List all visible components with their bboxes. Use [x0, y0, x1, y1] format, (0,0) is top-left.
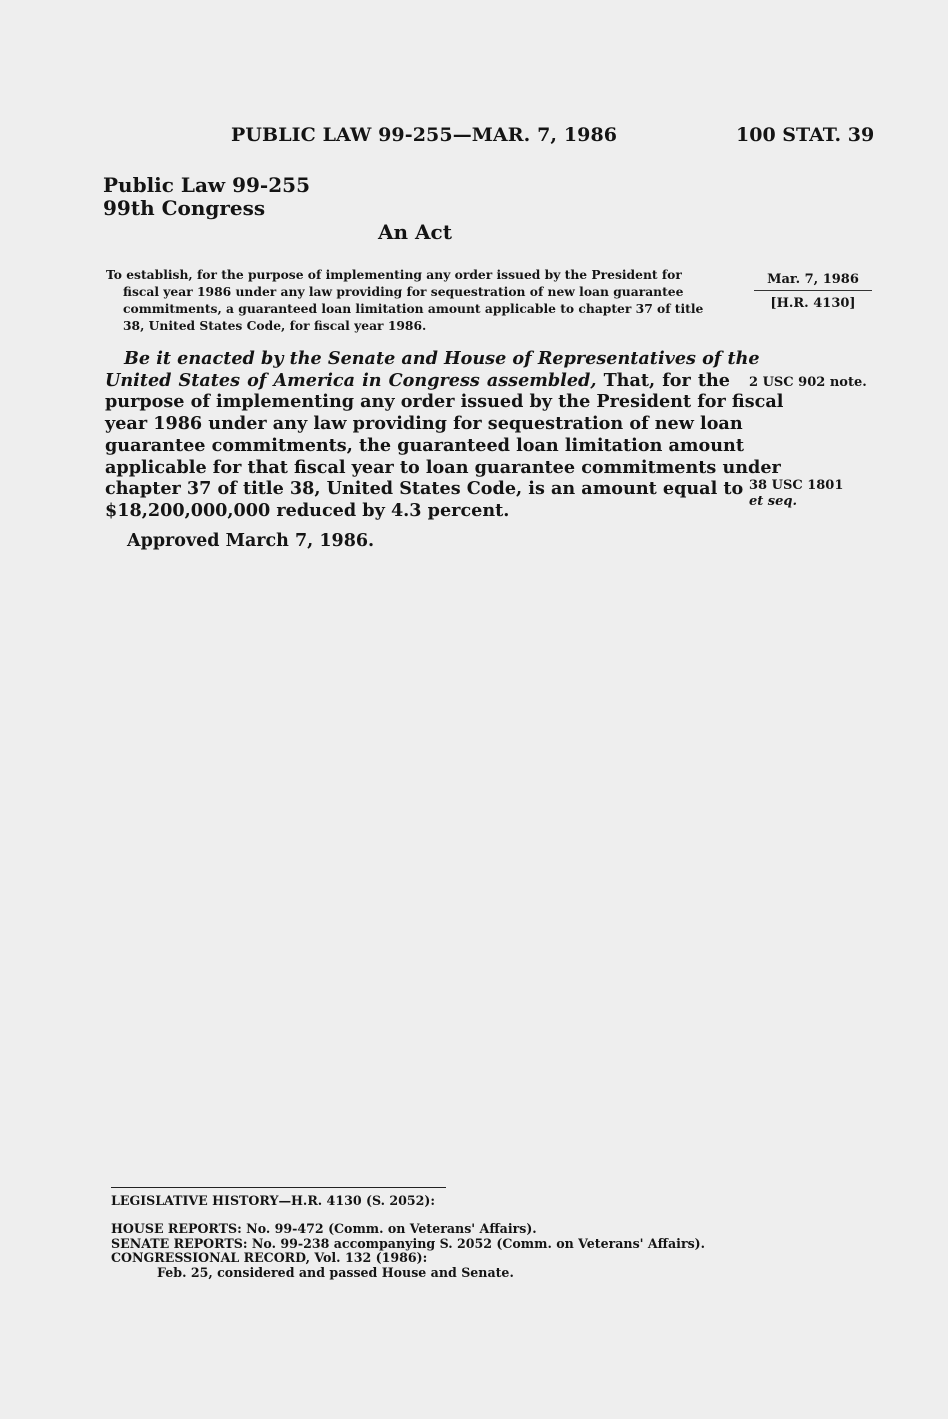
history-line: CONGRESSIONAL RECORD, Vol. 132 (1986): — [111, 1250, 428, 1265]
approval-date: Approved March 7, 1986. — [127, 531, 375, 551]
usc-reference: 38 USC 1801 — [749, 478, 844, 493]
enacting-line: guarantee commitments, the guaranteed loan limitation amount — [105, 434, 744, 456]
enacting-line: year 1986 under any law providing for sequestration of new loan — [105, 413, 743, 435]
enacting-line: $18,200,000,000 reduced by 4.3 percent. — [105, 499, 510, 521]
running-head: PUBLIC LAW 99-255—MAR. 7, 1986 — [231, 124, 618, 146]
et-seq: et seq. — [749, 494, 798, 509]
history-line: SENATE REPORTS: No. 99-238 accompanying S. 2052 (Comm. on Veterans' Affairs). — [111, 1235, 706, 1251]
legislative-history-list — [111, 1222, 705, 1280]
law-title — [103, 174, 310, 220]
legislative-history-heading: LEGISLATIVE HISTORY—H.R. 4130 (S. 2052): — [111, 1193, 436, 1208]
enacting-formula-italic: United States of America in Congress assembled, — [105, 369, 597, 391]
statutes-page-reference: 100 STAT. 39 — [736, 124, 875, 146]
purpose-line: To establish, for the purpose of implementing any order issued by the President for — [106, 267, 682, 282]
public-law-number: Public Law 99-255 — [103, 173, 310, 197]
purpose-paragraph — [106, 266, 730, 334]
purpose-line: fiscal year 1986 under any law providing for sequestration of new loan guarantee — [123, 284, 684, 299]
enactment-date: Mar. 7, 1986 — [754, 272, 872, 291]
enacting-line: chapter 37 of title 38, United States Code, is an amount equal to — [105, 478, 744, 500]
act-heading: An Act — [378, 220, 452, 244]
congress-number: 99th Congress — [103, 196, 266, 220]
purpose-line: 38, United States Code, for fiscal year 1986. — [123, 318, 427, 333]
bill-number: [H.R. 4130] — [770, 296, 856, 311]
usc-reference-margin-note — [749, 478, 843, 510]
usc-margin-note: 2 USC 902 note. — [749, 375, 867, 390]
enacting-line: applicable for that fiscal year to loan guarantee commitments under — [105, 456, 781, 478]
enacting-line: purpose of implementing any order issued by the President for fiscal — [105, 391, 784, 413]
history-line: HOUSE REPORTS: No. 99-472 (Comm. on Veterans' Affairs). — [111, 1221, 537, 1236]
enacting-text: That, for the — [596, 369, 730, 391]
enacting-line — [105, 348, 760, 370]
enacting-formula-italic: Be it enacted by the Senate and House of Representatives of the — [124, 348, 760, 369]
enactment-date-margin-note — [754, 272, 872, 311]
purpose-line: commitments, a guaranteed loan limitation amount applicable to chapter 37 of title — [123, 301, 704, 316]
history-line: Feb. 25, considered and passed House and Senate. — [157, 1264, 514, 1280]
enacting-line — [105, 370, 730, 392]
footnote-divider — [111, 1187, 446, 1188]
